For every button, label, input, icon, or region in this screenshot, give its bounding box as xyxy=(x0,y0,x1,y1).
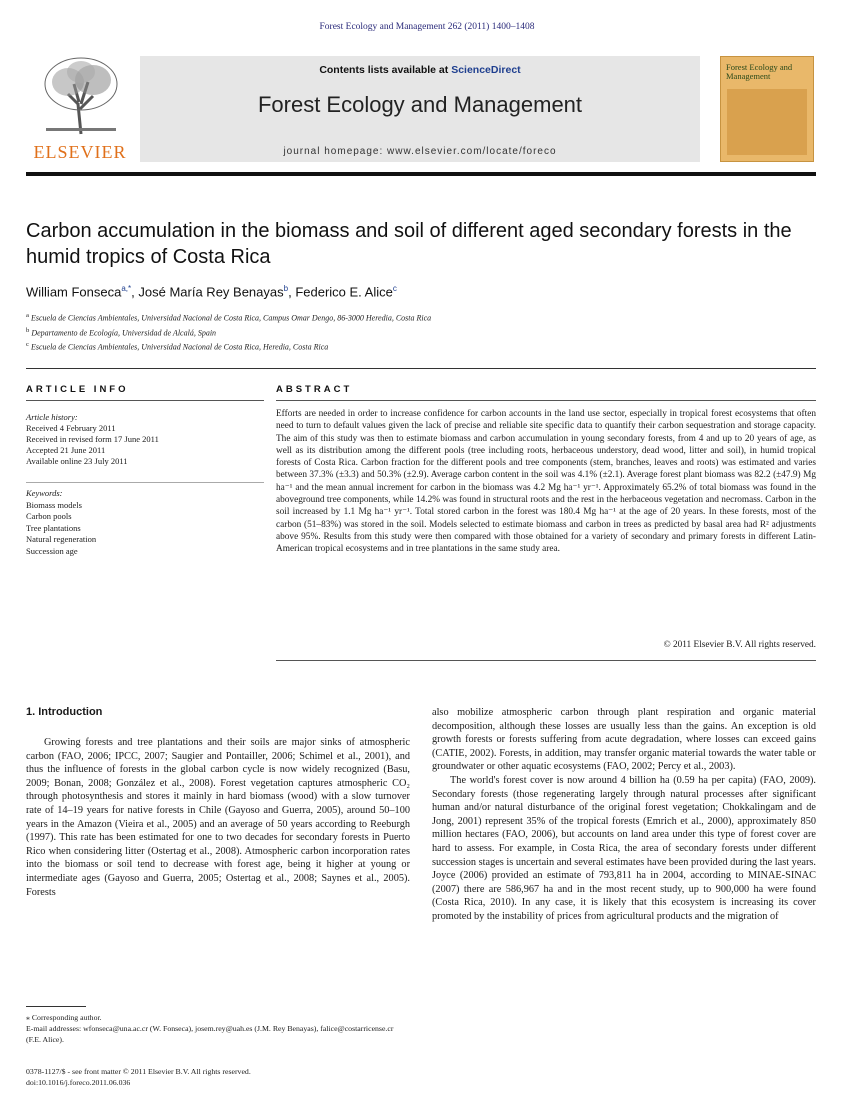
history-rule xyxy=(26,482,264,483)
doi-link[interactable]: doi:10.1016/j.foreco.2011.06.036 xyxy=(26,1078,131,1087)
affiliation: $^b$ Departamento de Ecología, Universidad de Alcalá, Spain xyxy=(26,326,217,338)
article-title: Carbon accumulation in the biomass and soil of different aged secondary forests in the humid tropics of Costa Rica xyxy=(26,220,792,268)
history-item: Accepted 21 June 2011 xyxy=(26,445,106,455)
introduction-heading: 1. Introduction xyxy=(26,706,103,718)
intro-right-column xyxy=(432,706,816,924)
keyword: Succession age xyxy=(26,545,78,556)
intro-paragraph: also mobilize atmospheric carbon through plant respiration and organic material decomposition, although these losses are usually less than the gains. An exception is old growth forests or forests suffering from acute degradation, where losses can exceed gains (CATIE, 2002). Forests, in addition, may transfer organic material towards the water table or groundwater or other aquatic ecosystems (FAO, 2002; Percy et al., 2003). xyxy=(432,707,816,773)
cover-picture xyxy=(727,89,807,155)
email-addresses[interactable]: E-mail addresses: wfonseca@una.ac.cr (W. Fonseca), josem.rey@uah.es (J.M. Rey Benayas), falice@costarricense.cr (F.E. Alice). xyxy=(26,1024,394,1044)
journal-banner xyxy=(140,56,700,162)
article-info-heading: ARTICLE INFO xyxy=(26,384,129,395)
affiliations xyxy=(26,310,431,354)
article-history xyxy=(26,412,264,467)
author-name[interactable]: José María Rey Benayas xyxy=(138,284,284,300)
article-info-rule xyxy=(26,400,264,401)
affiliation: $^a$ Escuela de Ciencias Ambientales, Universidad Nacional de Costa Rica, Campus Omar Dengo, 86-3000 Heredia, Costa Rica xyxy=(26,312,432,323)
affiliation: $^c$ Escuela de Ciencias Ambientales, Universidad Nacional de Costa Rica, Heredia, Costa Rica xyxy=(26,341,329,352)
history-item: Received 4 February 2011 xyxy=(26,423,116,433)
abstract-bottom-rule xyxy=(276,660,816,661)
corresponding-author-note: ⁎ Corresponding author. xyxy=(26,1013,102,1022)
footnote xyxy=(26,1012,410,1045)
header-rule xyxy=(26,172,816,176)
keywords-label: Keywords: xyxy=(26,488,63,498)
history-item: Available online 23 July 2011 xyxy=(26,456,128,466)
keyword: Natural regeneration xyxy=(26,534,97,544)
history-label: Article history: xyxy=(26,412,78,422)
abstract-heading: ABSTRACT xyxy=(276,384,353,395)
journal-name: Forest Ecology and Management xyxy=(257,92,583,117)
keyword: Tree plantations xyxy=(26,522,81,533)
section-rule xyxy=(26,368,816,369)
intro-paragraph: The world's forest cover is now around 4 billion ha (0.59 ha per capita) (FAO, 2009). Secondary forests (those regenerating largely through natural processes after significant human and/or natural disturbance of the original forest vegetation; Chokkalingam and de Jong, 2001) represent 35% of the tropical forests (Emrich et al., 2000), approximately 850 million hectares (FAO, 2006), but accounts on land area under this type of forest cover are hard to assess. For example, in Costa Rica, the area of secondary forests under different succession stages is uncertain and several estimates have been provided during the last years. Joyce (2006) provided an estimate of 793,811 ha in 2004, according to MINAE-SINAC (2007) there are 586,967 ha and in the most recent study, up to 900,000 ha were found (Costa Rica, 2010). In any case, it is likely that this ecosystem is increasing its cover promoted by the instability of prices from agricultural products and the migration of xyxy=(432,774,816,922)
author-name[interactable]: Federico E. Alice xyxy=(295,284,393,300)
journal-citation[interactable]: Forest Ecology and Management 262 (2011) 1400–1408 xyxy=(319,22,535,32)
author-name[interactable]: William Fonseca xyxy=(26,284,122,300)
sciencedirect-link[interactable]: ScienceDirect xyxy=(451,64,521,76)
author-sup[interactable]: b xyxy=(283,284,289,293)
contents-prefix: Contents lists available at xyxy=(319,64,452,76)
contents-line xyxy=(140,64,700,76)
cover-title: Forest Ecology and Management xyxy=(726,62,793,81)
author-sup[interactable]: c xyxy=(392,284,397,293)
author-list: William Fonseca$^{a,*}$, José María Rey Benayas$^b$, Federico E. Alice$^c$ xyxy=(26,284,397,300)
publisher-name: ELSEVIER xyxy=(33,142,127,162)
elsevier-tree-icon xyxy=(38,54,124,136)
journal-homepage[interactable]: journal homepage: www.elsevier.com/locate/foreco xyxy=(283,146,557,157)
elsevier-logo[interactable] xyxy=(26,54,134,166)
abstract-text: Efforts are needed in order to increase confidence for carbon accounts in the land use sector, especially in tropical forest ecosystems that often need to turn to default values given the lack of precise and reliable site specific data to quantify their carbon sequestration and storage capacity. The aim of this study was then to estimate biomass and carbon accumulation in young secondary forests, from 4 and up to 20 years of age, as well as its distribution among the different pools (tree including roots, herbaceous understory, dead wood, litter and soil), in humid tropical forests of Costa Rica. Carbon fraction for the different pools and tree components (stem, branches, leaves and roots) was estimated and varies between 37.3% (±3.3) and 50.3% (±2.9). Average carbon content in the soil was 4.1% (±2.1). Average forest plant biomass was 82.2 (±47.9) Mg ha⁻¹ and the mean annual increment for carbon in the biomass was 4.2 Mg ha⁻¹ yr⁻¹. Approximately 65.2% of total biomass was found in the aboveground tree components, while 14.2% was found in structural roots and the rest in the herbaceous vegetation and necromass. Carbon in the soil increased by 1.1 Mg ha⁻¹ yr⁻¹. Total stored carbon in the forest was 180.4 Mg ha⁻¹ at the age of 20 years. In these forests, most of the carbon (51–83%) was stored in the soil. Models selected to estimate biomass and carbon in trees as predicted by basal area had R² adjustments above 95%. Results from this study were then compared with those obtained for a variety of secondary and primary forests in different Latin-American tropical ecosystems and in tree plantations in the same study area. xyxy=(276,409,816,555)
copyright: © 2011 Elsevier B.V. All rights reserved. xyxy=(663,640,816,650)
keyword: Carbon pools xyxy=(26,511,72,521)
history-item: Received in revised form 17 June 2011 xyxy=(26,434,159,444)
intro-paragraph: Growing forests and tree plantations and their soils are major sinks of atmospheric carbon (FAO, 2006; IPCC, 2007; Saugier and Pontailler, 2006; Schimel et al., 2001), and thus the influence of forests in the global carbon cycle is now widely recognized (Basu, 2009; Bonan, 2008; González et al., 2008). Forest vegetation captures atmospheric CO₂ through photosynthesis and stores it mainly in hard biomass (wood) with a slow turnover rate of 14–19 years for native forests in Chile (Gayoso and Guerra, 2005), around 50–100 years in the Amazon (Vieira et al., 2005) and an average of 50 years according to Reeburgh (1997). This rate has been estimated for one to two decades for secondary forests in Puerto Rico when considering litter (Ostertag et al., 2008). Atmospheric carbon incorporation rates into the biomass or soil tend to decrease with forest age, being it higher at young or intermediate ages (Gayoso and Guerra, 2005; Ostertag et al., 2008; Saynes et al., 2005). Forests xyxy=(26,737,410,898)
author-sup[interactable]: a,* xyxy=(121,284,132,293)
keywords xyxy=(26,488,264,557)
journal-cover-image[interactable] xyxy=(720,56,814,162)
footnote-rule xyxy=(26,1006,86,1007)
abstract-rule xyxy=(276,400,816,401)
intro-left-column xyxy=(26,736,410,899)
keyword: Biomass models xyxy=(26,499,82,510)
journal-header xyxy=(26,50,816,168)
issn-line: 0378-1127/$ - see front matter © 2011 Elsevier B.V. All rights reserved. xyxy=(26,1067,251,1076)
page-footer xyxy=(26,1066,251,1088)
